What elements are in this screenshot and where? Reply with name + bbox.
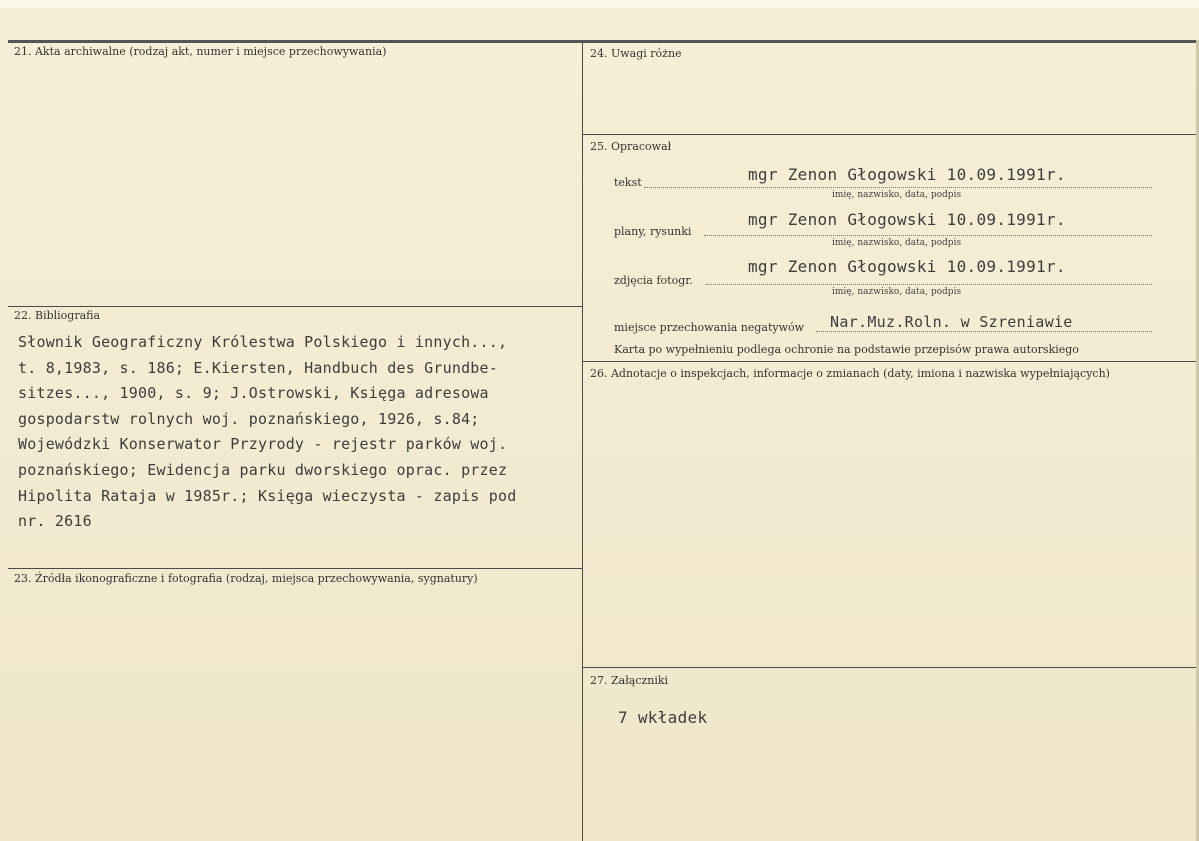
attachments-value: 7 wkładek [618,708,708,727]
zdjecia-value: mgr Zenon Głogowski 10.09.1991r. [748,257,1066,276]
bibliography-line: nr. 2616 [18,512,92,531]
divider-21-22 [8,306,582,307]
section-22-label: 22. Bibliografia [14,309,101,322]
plany-value: mgr Zenon Głogowski 10.09.1991r. [748,210,1066,229]
divider-22-23 [8,568,582,569]
section-26-label: 26. Adnotacje o inspekcjach, informacje o zmianach (daty, imiona i nazwiska wypełniających) [590,367,1110,380]
copyright-note: Karta po wypełnieniu podlega ochronie na podstawie przepisów prawa autorskiego [614,343,1079,356]
zdjecia-caption: imię, nazwisko, data, podpis [832,287,962,297]
section-23-label: 23. Źródła ikonograficzne i fotografia (rodzaj, miejsca przechowywania, sygnatury) [14,572,478,585]
tekst-caption: imię, nazwisko, data, podpis [832,190,962,200]
plany-dotted-line [704,235,1152,236]
bibliography-line: poznańskiego; Ewidencja parku dworskiego oprac. przez [18,460,508,479]
divider-26-27 [582,667,1196,668]
card-top-border [8,40,1198,43]
plany-caption: imię, nazwisko, data, podpis [832,238,962,248]
divider-25-26 [582,361,1196,362]
bibliography-line: Wojewódzki Konserwator Przyrody - rejestr parków woj. [18,435,508,454]
paper-top-edge [0,0,1199,8]
bibliography-line: Hipolita Rataja w 1985r.; Księga wieczysta - zapis pod [18,486,517,505]
bibliography-line: t. 8,1983, s. 186; E.Kiersten, Handbuch des Grundbe- [18,358,498,377]
column-divider [582,42,583,841]
negatywy-label: miejsce przechowania negatywów [614,321,805,334]
tekst-label: tekst [614,176,642,189]
section-27-label: 27. Załączniki [590,674,669,687]
negatywy-value: Nar.Muz.Roln. w Szreniawie [830,313,1073,331]
plany-label: plany, rysunki [614,225,692,238]
section-24-label: 24. Uwagi różne [590,47,682,60]
zdjecia-label: zdjęcia fotogr. [614,274,693,287]
bibliography-text [18,330,578,535]
tekst-value: mgr Zenon Głogowski 10.09.1991r. [748,165,1066,184]
divider-24-25 [582,134,1196,135]
zdjecia-dotted-line [706,284,1152,285]
bibliography-line: gospodarstw rolnych woj. poznańskiego, 1926, s.84; [18,409,480,428]
bibliography-line: sitzes..., 1900, s. 9; J.Ostrowski, Księga adresowa [18,384,489,403]
bibliography-line: Słownik Geograficzny Królestwa Polskiego i innych..., [18,333,508,351]
section-25-label: 25. Opracował [590,140,672,153]
tekst-dotted-line [644,187,1152,188]
section-21-label: 21. Akta archiwalne (rodzaj akt, numer i miejsce przechowywania) [14,45,387,58]
negatywy-dotted-line [816,331,1152,332]
